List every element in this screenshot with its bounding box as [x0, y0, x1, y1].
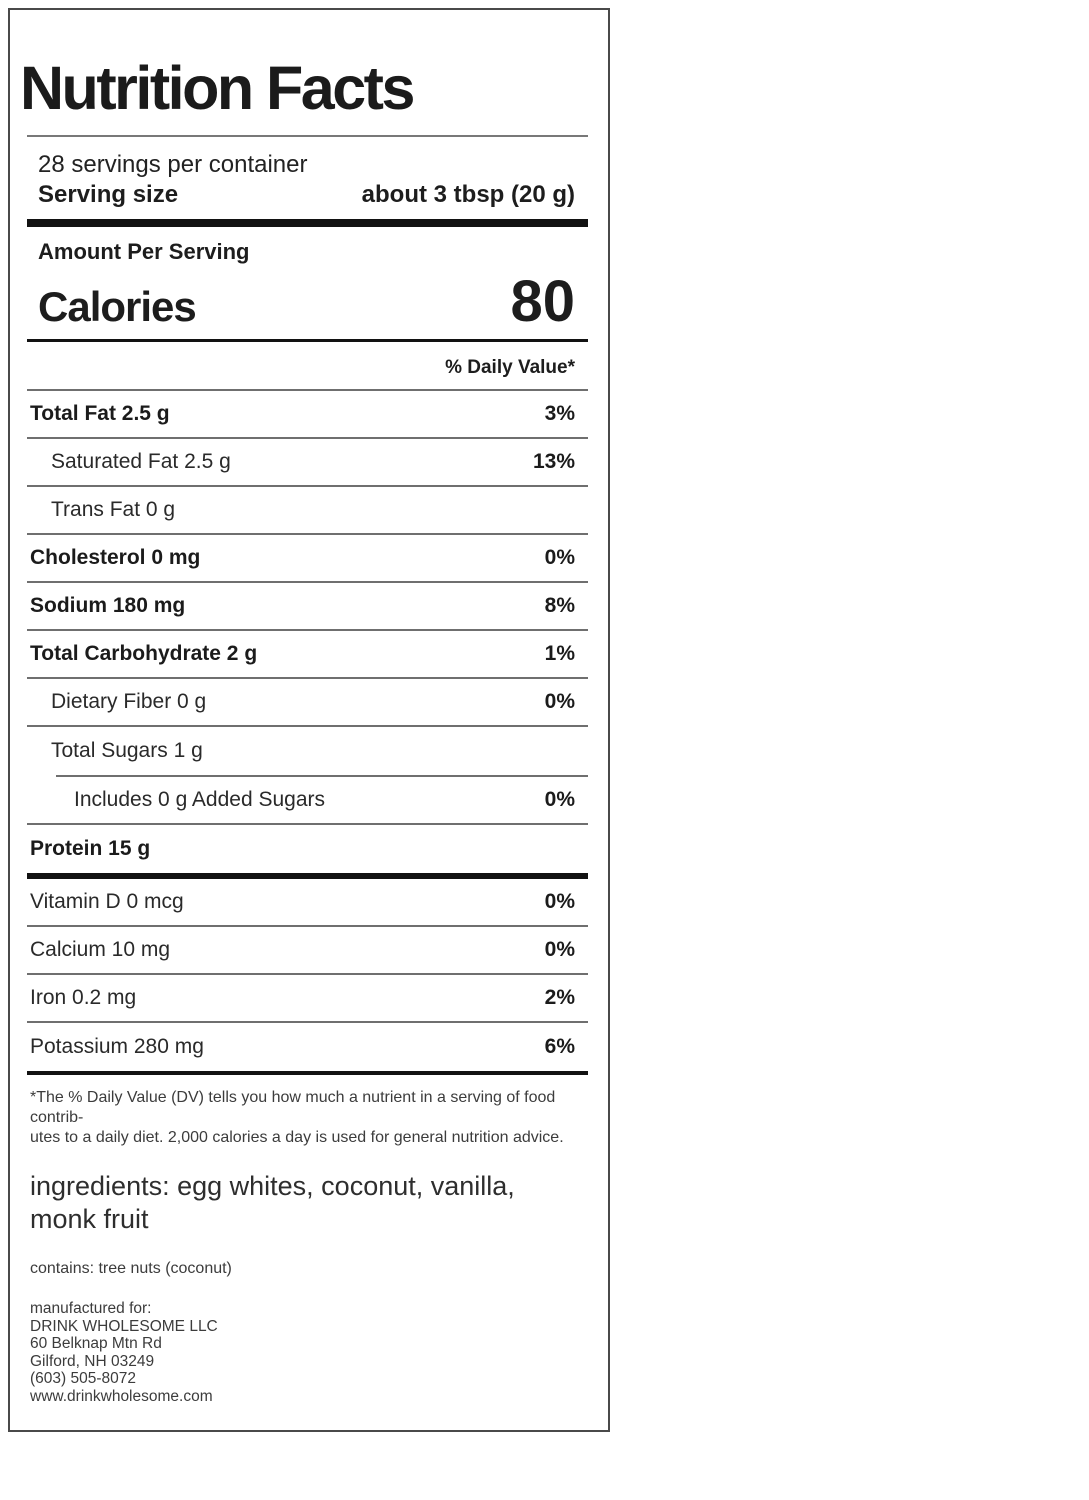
- nutrient-name: Calcium 10 mg: [30, 938, 171, 961]
- ingredients-text: ingredients: egg whites, coconut, vanilla, monk fruit: [30, 1171, 515, 1234]
- manufacturer-website: www.drinkwholesome.com: [30, 1387, 213, 1405]
- nutrient-dv: 0%: [544, 546, 575, 569]
- nutrient-dv: 2%: [544, 986, 575, 1009]
- nutrient-name: Cholesterol 0 mg: [30, 546, 201, 569]
- nutrient-name: Trans Fat 0 g: [51, 498, 176, 521]
- nutrient-name: Total Sugars 1 g: [51, 739, 203, 762]
- manufacturer-block: [27, 1278, 588, 1405]
- calories-value: 80: [510, 269, 575, 334]
- nutrient-dv: 1%: [544, 642, 575, 665]
- nutrition-facts-label: [8, 8, 610, 1432]
- nutrient-dv: 0%: [544, 690, 575, 713]
- nutrient-dv: 0%: [544, 938, 575, 961]
- nutrient-name: Vitamin D 0 mcg: [30, 890, 184, 913]
- nutrient-row-dietary-fiber: [27, 679, 588, 727]
- calories-row: [27, 265, 588, 333]
- nutrient-row-added-sugars: [27, 777, 588, 825]
- nutrient-dv: 3%: [544, 402, 575, 425]
- nutrient-dv: 0%: [544, 788, 575, 811]
- manufacturer-city-state: Gilford, NH 03249: [30, 1352, 155, 1370]
- micronutrient-row-iron: [27, 975, 588, 1023]
- micronutrient-row-potassium: [27, 1023, 588, 1071]
- nutrient-row-total-carbohydrate: [27, 631, 588, 679]
- nutrient-dv: 6%: [544, 1035, 575, 1058]
- nutrient-name: Potassium 280 mg: [30, 1035, 204, 1058]
- footnote-line-1: *The % Daily Value (DV) tells you how much a nutrient in a serving of food contrib-: [30, 1089, 556, 1126]
- micronutrient-row-calcium: [27, 927, 588, 975]
- nutrient-row-trans-fat: [27, 487, 588, 535]
- daily-value-header: % Daily Value*: [27, 342, 588, 391]
- nutrient-row-total-sugars: [27, 727, 588, 775]
- serving-size-value: about 3 tbsp (20 g): [361, 181, 575, 208]
- amount-per-serving: Amount Per Serving: [38, 239, 250, 264]
- manufacturer-name: DRINK WHOLESOME LLC: [30, 1317, 218, 1335]
- nutrient-row-saturated-fat: [27, 439, 588, 487]
- manufacturer-street: 60 Belknap Mtn Rd: [30, 1335, 162, 1352]
- nutrient-name: Total Fat 2.5 g: [30, 402, 170, 425]
- nutrient-row-total-fat: [27, 391, 588, 439]
- nutrient-row-cholesterol: [27, 535, 588, 583]
- nutrient-name: Includes 0 g Added Sugars: [74, 788, 326, 811]
- nutrient-name: Sodium 180 mg: [30, 594, 186, 617]
- nutrient-dv: 0%: [544, 890, 575, 913]
- manufacturer-phone: (603) 505-8072: [30, 1370, 136, 1387]
- label-title: Nutrition Facts: [20, 54, 413, 122]
- nutrient-dv: 13%: [532, 450, 575, 473]
- nutrient-name: Protein 15 g: [30, 837, 151, 860]
- nutrient-name: Saturated Fat 2.5 g: [51, 450, 231, 473]
- nutrient-dv: 8%: [544, 594, 575, 617]
- nutrient-name: Dietary Fiber 0 g: [51, 690, 207, 713]
- nutrient-row-sodium: [27, 583, 588, 631]
- nutrient-row-protein: [27, 825, 588, 873]
- footnote-line-2: utes to a daily diet. 2,000 calories a day is used for general nutrition advice.: [30, 1129, 564, 1146]
- daily-value-footnote: [27, 1075, 588, 1148]
- serving-size-row: [27, 180, 588, 210]
- calories-label: Calories: [38, 283, 196, 330]
- manufactured-for-label: manufactured for:: [30, 1300, 152, 1317]
- nutrient-name: Total Carbohydrate 2 g: [30, 642, 258, 665]
- nutrient-name: Iron 0.2 mg: [30, 986, 137, 1009]
- allergen-statement: contains: tree nuts (coconut): [30, 1260, 232, 1277]
- thick-bar-top: [27, 219, 588, 227]
- micronutrient-row-vitamin-d: [27, 879, 588, 927]
- servings-per-container: 28 servings per container: [38, 151, 308, 178]
- serving-size-label: Serving size: [38, 181, 179, 208]
